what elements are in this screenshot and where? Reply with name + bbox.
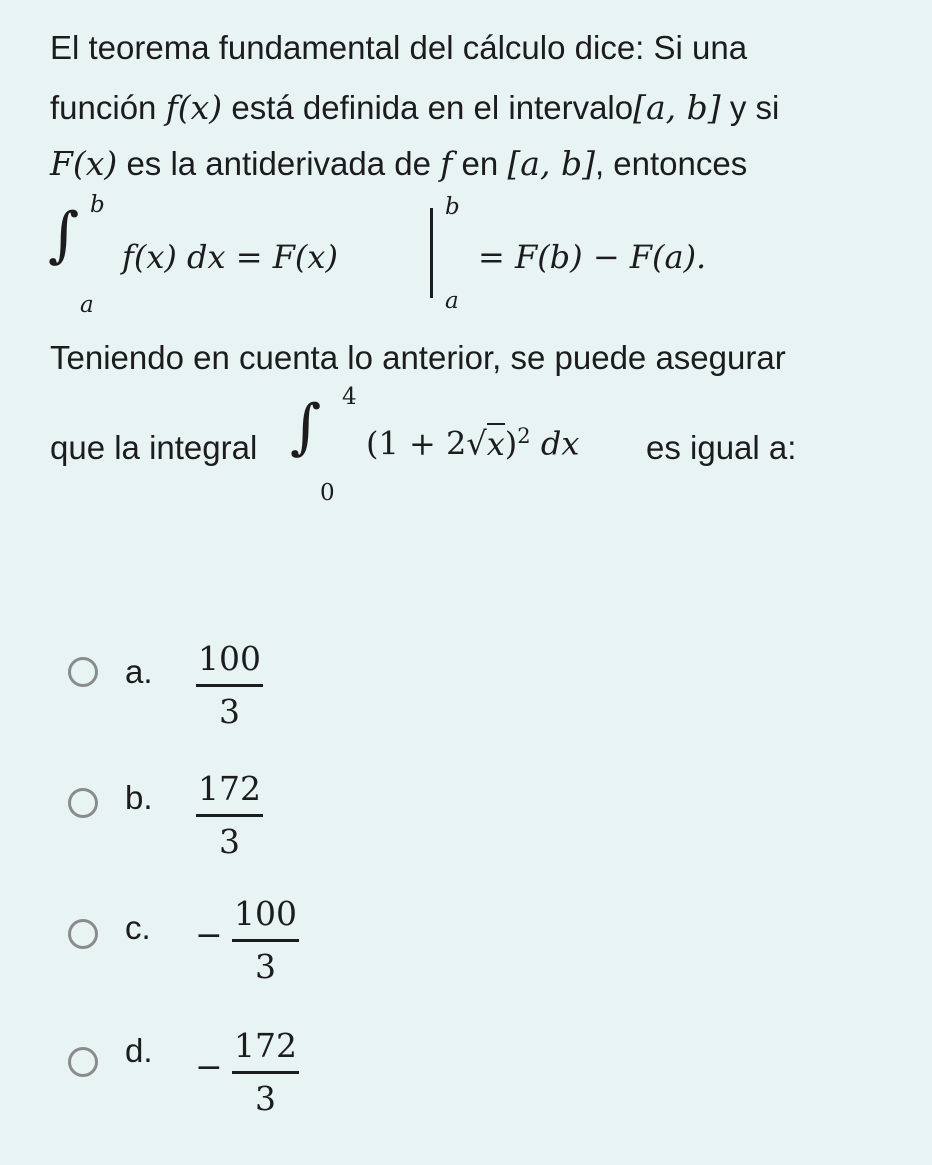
intro-line-2 — [50, 88, 779, 128]
denominator-d: 3 — [255, 1079, 276, 1118]
radio-button-b[interactable] — [68, 788, 98, 818]
eval-lower: a — [445, 288, 459, 314]
option-letter-a: a. — [125, 653, 153, 690]
numerator-a: 100 — [196, 640, 263, 687]
numerator-b: 172 — [196, 770, 263, 817]
Fx-expression: F(x) — [50, 144, 118, 183]
option-letter-c: c. — [125, 909, 151, 946]
question-lower-limit: 0 — [320, 480, 335, 506]
question-line-1 — [50, 338, 786, 378]
intro-text-2c: y si — [729, 89, 780, 126]
minus-sign-c: − — [195, 915, 223, 954]
integral-sign: ∫ — [48, 200, 80, 270]
intro-text-2a: función — [50, 89, 157, 126]
intro-text-3a: es la antiderivada de — [126, 145, 431, 182]
option-fraction-a — [196, 640, 263, 731]
denominator-c: 3 — [255, 947, 276, 986]
option-fraction-c — [232, 895, 299, 986]
intro-text-2b: está definida en el intervalo — [231, 89, 634, 126]
denominator-a: 3 — [219, 692, 240, 731]
question-upper-limit: 4 — [342, 384, 357, 410]
numerator-c: 100 — [232, 895, 299, 942]
sqrt-symbol: √ — [466, 424, 487, 463]
intro-line-1 — [50, 28, 747, 68]
evaluation-bar — [430, 208, 433, 298]
option-fraction-d — [232, 1027, 299, 1118]
question-text-2a: que la integral — [50, 429, 258, 466]
sqrt-argument: x — [486, 424, 505, 463]
numerator-d: 172 — [232, 1027, 299, 1074]
radio-button-c[interactable] — [68, 919, 98, 949]
fx-expression: f(x) — [165, 88, 223, 127]
question-text-1: Teniendo en cuenta lo anterior, se puede asegurar — [50, 339, 786, 376]
interval-expression: [a, b] — [633, 88, 721, 127]
question-integral-sign: ∫ — [290, 392, 322, 462]
option-letter-d: d. — [125, 1032, 153, 1069]
integrand-prefix: (1 + 2 — [366, 424, 467, 463]
intro-text-3c: , entonces — [594, 145, 748, 182]
dx-symbol: dx — [540, 424, 580, 463]
formula-rhs: = F(b) − F(a). — [478, 238, 707, 276]
intro-line-3 — [50, 144, 747, 184]
integrand-suffix: ) — [504, 424, 518, 463]
option-letter-b: b. — [125, 779, 153, 816]
question-text-2b: es igual a: — [646, 429, 797, 466]
radio-button-d[interactable] — [68, 1047, 98, 1077]
interval-expression-2: [a, b] — [507, 144, 595, 183]
question-integrand — [366, 424, 579, 463]
integral-lower-limit: a — [80, 292, 94, 318]
option-fraction-b — [196, 770, 263, 861]
denominator-b: 3 — [219, 822, 240, 861]
eval-upper: b — [445, 194, 460, 220]
radio-button-a[interactable] — [68, 657, 98, 687]
minus-sign-d: − — [195, 1047, 223, 1086]
intro-text-1: El teorema fundamental del cálculo dice: Si una — [50, 29, 748, 66]
f-symbol: f — [440, 144, 453, 183]
intro-text-3b: en — [461, 145, 499, 182]
exponent: 2 — [517, 424, 531, 448]
formula-integrand: f(x) dx = F(x) — [122, 238, 338, 276]
integral-upper-limit: b — [90, 192, 105, 218]
